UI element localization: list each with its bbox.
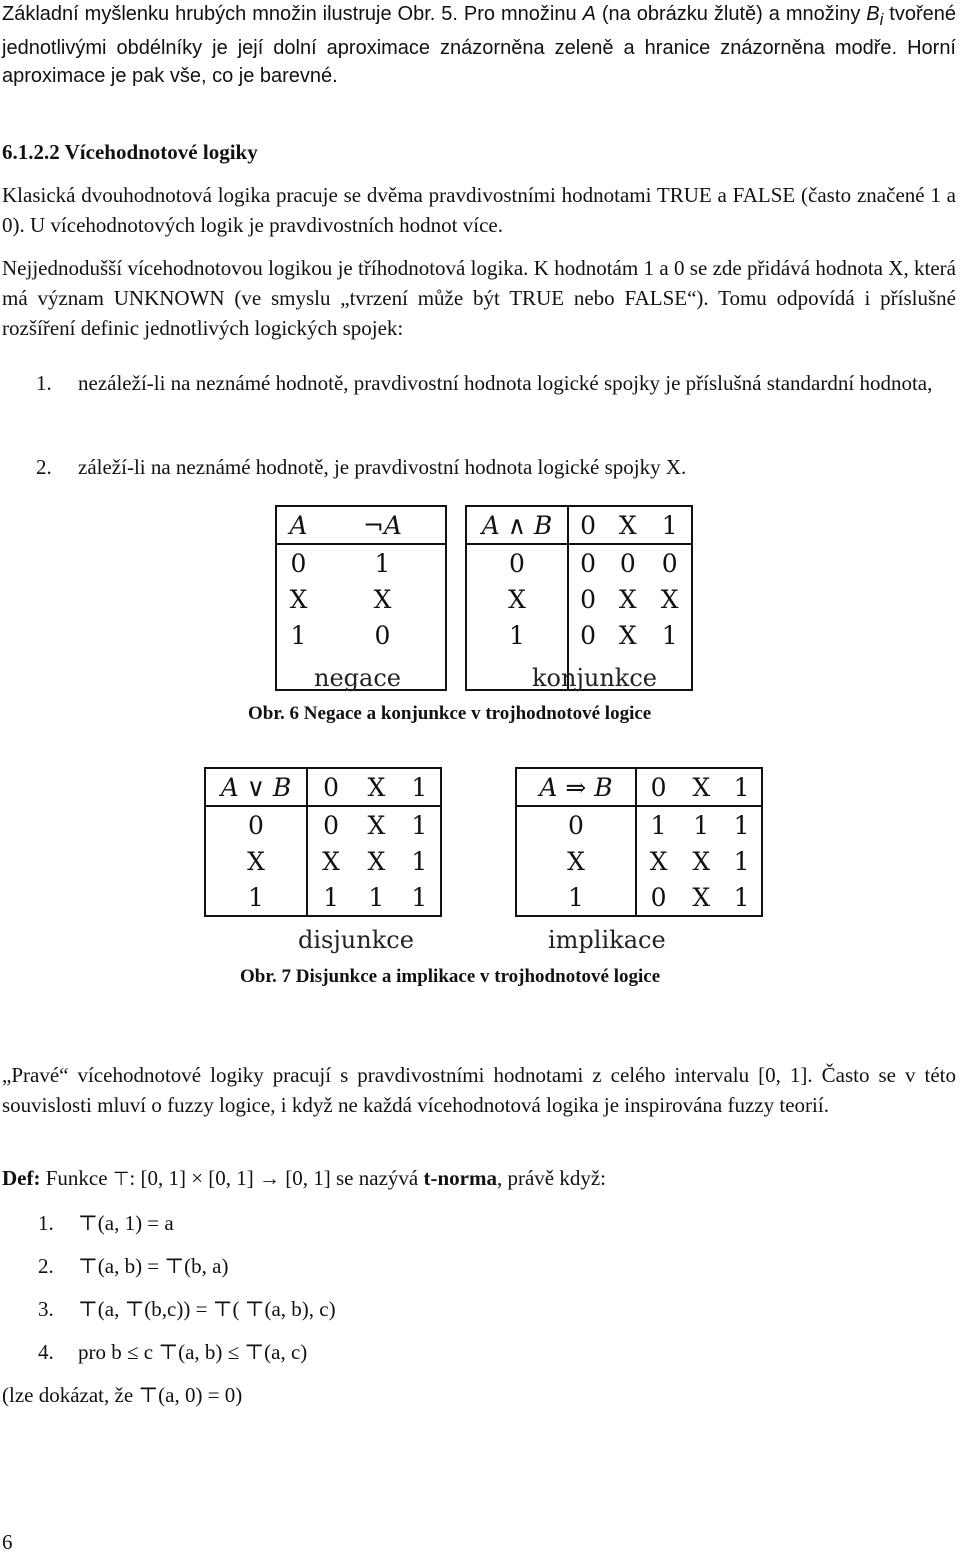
- table-header-cell: 1: [399, 768, 441, 806]
- table-cell: X: [649, 846, 668, 876]
- page-number: 6: [2, 1530, 13, 1554]
- table-cell: 0: [650, 882, 667, 912]
- table-cell: 0: [516, 806, 636, 843]
- table-header-cell: X: [680, 768, 722, 806]
- table-cell: 1: [733, 882, 750, 912]
- table-header-cell: 1: [722, 768, 762, 806]
- table-cell: 1: [733, 846, 750, 876]
- figure-7-caption: Obr. 7 Disjunkce a implikace v trojhodnotové logice: [240, 966, 661, 987]
- t-norm-definition: Def: Funkce ⊤: [0, 1] × [0, 1] → [0, 1] se nazývá t-norma, právě když:: [2, 1166, 606, 1190]
- table-cell: 1: [733, 810, 750, 840]
- proof-note: (lze dokázat, že ⊤(a, 0) = 0): [2, 1383, 243, 1407]
- table-header-cell: 0: [307, 768, 354, 806]
- table-cell: 1: [205, 879, 307, 916]
- table-header-cell: A ∧ B: [466, 506, 568, 544]
- table-cell: 1: [290, 620, 307, 650]
- table-cell: X: [367, 810, 386, 840]
- table-header-cell: A ∨ B: [205, 768, 307, 806]
- negation-label: negace: [314, 664, 401, 692]
- table-cell: 1: [374, 548, 391, 578]
- table-cell: X: [618, 620, 637, 650]
- paragraph-fuzzy: „Pravé“ vícehodnotové logiky pracují s pravdivostními hodnotami z celého intervalu [0, 1]. Často se v této souvislosti mluví o fuzzy logice, i když ne každá vícehodnotová logika je inspirována fuzzy teorií.: [2, 1063, 956, 1117]
- table-header-cell: A: [276, 506, 320, 544]
- table-header-cell: ¬A: [320, 506, 446, 544]
- section-heading: 6.1.2.2 Vícehodnotové logiky: [2, 140, 258, 164]
- list-item-1: 1. nezáleží-li na neznámé hodnotě, pravdivostní hodnota logické spojky je příslušná standardní hodnota,: [36, 371, 933, 395]
- intro-paragraph: Základní myšlenku hrubých množin ilustruje Obr. 5. Pro množinu A (na obrázku žlutě) a množiny $B_i$ tvořené jednotlivými obdélníky je její dolní aproximace znázorněna zeleně a hranice znázorněna modře. Horní aproximace je pak vše, co je barevné.: [2, 3, 956, 87]
- table-cell: X: [466, 581, 568, 617]
- table-cell: 1: [661, 620, 678, 650]
- disjunction-table-figure: [204, 767, 442, 917]
- figure-6-caption: Obr. 6 Negace a konjunkce v trojhodnotové logice: [248, 703, 652, 724]
- table-cell: 1: [368, 882, 385, 912]
- table-cell: 0: [323, 810, 339, 840]
- table-cell: X: [660, 584, 679, 614]
- table-cell: 0: [580, 620, 597, 650]
- table-header-cell: 1: [648, 506, 692, 544]
- table-cell: X: [205, 843, 307, 879]
- table-cell: X: [322, 846, 340, 876]
- document-page: Základní myšlenku hrubých množin ilustruje Obr. 5. Pro množinu A (na obrázku žlutě) a množiny $B_i$ tvořené jednotlivými obdélníky je její dolní aproximace znázorněna zeleně a hranice znázorněna modře. Horní aproximace je pak vše, co je barevné. 6.1.2.2 Vícehodnotové logiky Klasická dvouhodnotová logika pracuje se dvěma pravdivostními hodnotami TRUE a FALSE (často značené 1 a 0). U vícehodnotových logik je pravdivostních hodnot více. Nejjednodušší vícehodnotovou logikou je tříhodnotová logika. K hodnotám 1 a 0 se zde přidává hodnota X, která má význam UNKNOWN (ve smyslu „tvrzení může být TRUE nebo FALSE“). Tomu odpovídá i příslušné rozšíření definic jednotlivých logických spojek: 1. nezáleží-li na neznámé hodnotě, pravdivostní hodnota logické spojky je příslušná standardní hodnota, 2. záleží-li na neznámé hodnotě, je pravdivostní hodnota logické spojky X. A ¬A 0 1 X X 1 0 negace A ∧ B 0 X 1 0 0 0 0 X 0 X X 1 0 X 1 konjunkce Obr. 6 Negace a konjunkce v trojhodnotové logice A ∨ B 0 X 1 0 0 X 1 X X X 1 1 1 1 1 disjunkce A ⇒ B 0 X 1 0 1 1 1 X X X 1 1 0 X 1 implikace Obr. 7 Disjunkce a implikace v trojhodnotové logice „Pravé“ vícehodnotové logiky pracují s pravdivostními hodnotami z celého intervalu [0, 1]. Často se v této souvislosti mluví o fuzzy logice, i když ne každá vícehodnotová logika je inspirována fuzzy teorií. Def: Funkce ⊤: [0, 1] × [0, 1] → [0, 1] se nazývá t-norma, právě když: 1. ⊤(a, 1) = a 2. ⊤(a, b) = ⊤(b, a) 3. ⊤(a, ⊤(b,c)) = ⊤( ⊤(a, b), c) 4. pro b ≤ c ⊤(a, b) ≤ ⊤(a, c) (lze dokázat, že ⊤(a, 0) = 0) 6: [0, 0, 960, 1558]
- table-cell: X: [692, 846, 711, 876]
- table-header-cell: 0: [636, 768, 680, 806]
- table-cell: 0: [619, 548, 636, 578]
- conjunction-label: konjunkce: [532, 664, 657, 692]
- paragraph-three-valued: Nejjednodušší vícehodnotovou logikou je tříhodnotová logika. K hodnotám 1 a 0 se zde přidává hodnota X, která má význam UNKNOWN (ve smyslu „tvrzení může být TRUE nebo FALSE“). Tomu odpovídá i příslušné rozšíření definic jednotlivých logických spojek:: [2, 256, 956, 340]
- table-cell: X: [692, 882, 711, 912]
- table-cell: 0: [290, 548, 307, 578]
- disjunction-table: [204, 767, 442, 917]
- table-cell: 0: [580, 548, 597, 578]
- table-cell: 1: [516, 879, 636, 916]
- list-item-2: 2. záleží-li na neznámé hodnotě, je pravdivostní hodnota logické spojky X.: [36, 455, 687, 479]
- paragraph-classic: Klasická dvouhodnotová logika pracuje se dvěma pravdivostními hodnotami TRUE a FALSE (často značené 1 a 0). U vícehodnotových logik je pravdivostních hodnot více.: [2, 183, 956, 237]
- implication-table: [515, 767, 763, 917]
- table-cell: 0: [374, 620, 391, 650]
- table-cell: X: [618, 584, 637, 614]
- table-cell: 1: [411, 810, 428, 840]
- table-header-cell: 0: [568, 506, 607, 544]
- disjunction-label: disjunkce: [298, 926, 414, 954]
- table-cell: 1: [693, 810, 710, 840]
- table-cell: 1: [411, 882, 428, 912]
- table-cell: 1: [323, 882, 339, 912]
- table-header-cell: X: [354, 768, 399, 806]
- implication-label: implikace: [548, 926, 666, 954]
- table-cell: 1: [466, 617, 568, 653]
- table-header-cell: A ⇒ B: [516, 768, 636, 806]
- table-cell: X: [516, 843, 636, 879]
- table-cell: X: [289, 584, 308, 614]
- table-cell: X: [373, 584, 392, 614]
- table-cell: 1: [650, 810, 667, 840]
- table-cell: 0: [580, 584, 597, 614]
- table-cell: 0: [466, 544, 568, 581]
- implication-table-figure: [515, 767, 763, 917]
- table-cell: 0: [661, 548, 678, 578]
- table-cell: 0: [205, 806, 307, 843]
- table-header-cell: X: [607, 506, 648, 544]
- table-cell: X: [367, 846, 386, 876]
- table-cell: 1: [411, 846, 428, 876]
